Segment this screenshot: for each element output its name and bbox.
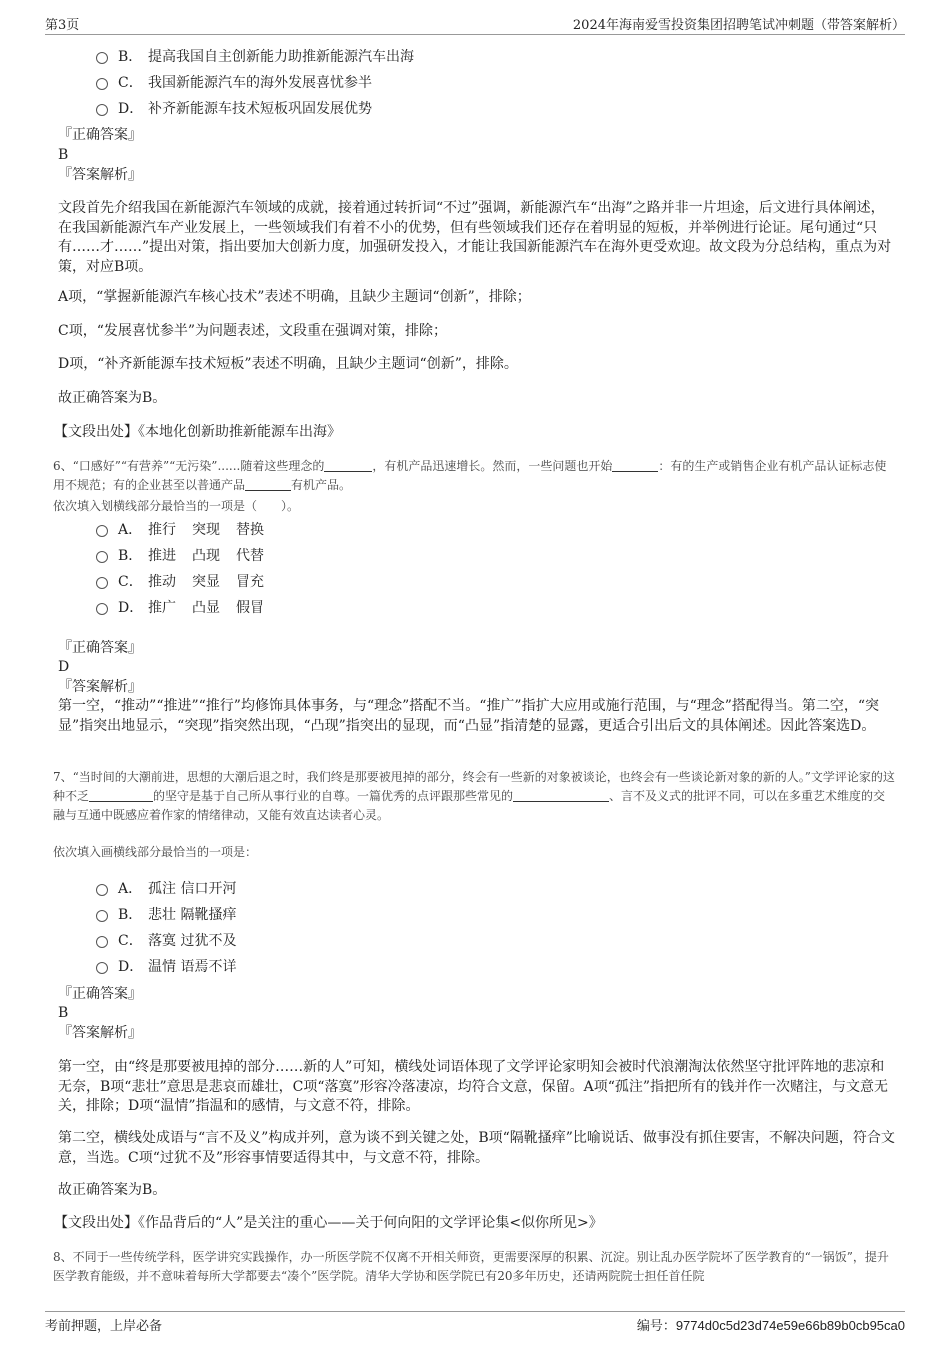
q7-stem: 7、“当时间的大潮前进，思想的大潮后退之时，我们终是那要被甩掉的部分，终会有一些新的对象被谈论，也终会有一些谈论新对象的新的人。”文学评论家的这种不乏 的坚守是基于自己所从事行业的自尊。一篇优秀的点评跟那些常见的 、言不及义式的批评不同，可以在多重艺术维度的交融与互通中既感应着作家的情绪律动，又能有效直达读者心灵。 [53, 770, 895, 822]
q6-stem: 6、“口感好”“有营养”“无污染”......随着这些理念的 ，有机产品迅速增长。然而，一些问题也开始 ：有的生产或销售企业有机产品认证标志使用不规范；有的企业甚至以普通产品 有机产品。 [53, 459, 887, 492]
radio-icon[interactable] [96, 78, 108, 90]
q5-source: 【文段出处】《本地化创新助推新能源车出海》 [54, 424, 341, 440]
q6-option-c[interactable]: C． 推动 突显 冒充 [96, 572, 280, 592]
q7-conclusion: 故正确答案为B。 [58, 1182, 167, 1198]
footer-slogan: 考前押题，上岸必备 [45, 1319, 163, 1334]
q6-option-b[interactable]: B． 推进 凸现 代替 [96, 546, 280, 566]
q7-answer-label: 『正确答案』 [58, 986, 142, 1002]
q5-option-b[interactable]: B． 提高我国自主创新能力助推新能源汽车出海 [96, 47, 414, 67]
q6-analysis-label: 『答案解析』 [58, 679, 142, 695]
radio-icon[interactable] [96, 551, 108, 563]
q5-analysis-option-d: D项，“补齐新能源车技术短板”表述不明确，且缺少主题词“创新”，排除。 [58, 356, 518, 372]
radio-icon[interactable] [96, 525, 108, 537]
q6-answer: D [58, 659, 70, 675]
radio-icon[interactable] [96, 603, 108, 615]
document-id: 编号：9774d0c5d23d74e59e66b89b0cb95ca0 [636, 1318, 905, 1334]
q7-option-d[interactable]: D． 温情 语焉不详 [96, 957, 236, 977]
radio-icon[interactable] [96, 884, 108, 896]
q7-option-c[interactable]: C． 落寞 过犹不及 [96, 931, 236, 951]
q5-answer-label: 『正确答案』 [58, 127, 142, 143]
q5-analysis-para: 文段首先介绍我国在新能源汽车领域的成就，接着通过转折词“不过”强调，新能源汽车“出海”之路并非一片坦途，后文进行具体阐述，在我国新能源汽车产业发展上，一些领域我们有着不小的优势，但有些领域我们还存在着明显的短板，并举例进行论证。尾句通过“只有……才……”提出对策，指出要加大创新力度，加强研发投入，才能让我国新能源汽车在海外更受欢迎。故文段为分总结构，重点为对策，对应B项。 [58, 200, 892, 275]
radio-icon[interactable] [96, 936, 108, 948]
document-title: 2024年海南爱雪投资集团招聘笔试冲刺题（带答案解析） [572, 18, 905, 33]
page-number: 第3页 [45, 18, 80, 33]
q7-analysis-blank-1: 第一空，由“终是那要被甩掉的部分……新的人”可知，横线处词语体现了文学评论家明知会被时代浪潮淘汰依然坚守批评阵地的悲凉和无奈，B项“悲壮”意思是悲哀而雄壮，C项“落寞”形容冷落凄凉，均符合文意，保留。A项“孤注”指把所有的钱并作一次赌注，与文意无关，排除；D项“温情”指温和的感情，与文意不符，排除。 [58, 1059, 889, 1114]
q6-option-a[interactable]: A． 推行 突现 替换 [96, 520, 280, 540]
q6-answer-label: 『正确答案』 [58, 640, 142, 656]
q7-answer: B [58, 1005, 69, 1021]
q6-analysis: 第一空，“推动”“推进”“推行”均修饰具体事务，与“理念”搭配不当。“推广”指扩大应用或施行范围，与“理念”搭配得当。第二空，“突显”指突出地显示，“突现”指突然出现，“凸现”指突出的显现，而“凸显”指清楚的显露，更适合引出后文的具体阐述。因此答案选D。 [58, 698, 880, 734]
q5-analysis-option-c: C项，“发展喜忧参半”为问题表述，文段重在强调对策，排除； [58, 323, 448, 339]
q7-source: 【文段出处】《作品背后的“人”是关注的重心——关于何向阳的文学评论集<似你所见>》 [54, 1215, 603, 1231]
q7-analysis-blank-2: 第二空，横线处成语与“言不及义”构成并列，意为谈不到关键之处，B项“隔靴搔痒”比喻说话、做事没有抓住要害，不解决问题，符合文意，当选。C项“过犹不及”形容事情要适得其中，与文意不符，排除。 [58, 1130, 895, 1166]
q8-stem: 8、不同于一些传统学科，医学讲究实践操作，办一所医学院不仅离不开相关师资，更需要深厚的积累、沉淀。别让乱办医学院坏了医学教育的“一锅饭”，提升医学教育能级，并不意味着每所大学都要去“凑个”医学院。清华大学协和医学院已有20多年历史，还请两院院士担任首任院 [53, 1250, 889, 1283]
q5-option-c[interactable]: C． 我国新能源汽车的海外发展喜忧参半 [96, 73, 372, 93]
radio-icon[interactable] [96, 104, 108, 116]
page-header [45, 14, 905, 35]
radio-icon[interactable] [96, 577, 108, 589]
q7-prompt: 依次填入画横线部分最恰当的一项是： [53, 845, 258, 859]
radio-icon[interactable] [96, 910, 108, 922]
q5-answer: B [58, 147, 69, 163]
page-footer [45, 1311, 905, 1332]
q6-option-d[interactable]: D． 推广 凸显 假冒 [96, 598, 280, 618]
q7-option-b[interactable]: B． 悲壮 隔靴搔痒 [96, 905, 236, 925]
q5-analysis-label: 『答案解析』 [58, 167, 142, 183]
q6-prompt: 依次填入划横线部分最恰当的一项是（ ）。 [53, 499, 300, 513]
q5-conclusion: 故正确答案为B。 [58, 390, 167, 406]
q7-analysis-label: 『答案解析』 [58, 1025, 142, 1041]
q7-option-a[interactable]: A． 孤注 信口开河 [96, 879, 236, 899]
radio-icon[interactable] [96, 52, 108, 64]
q5-option-d[interactable]: D． 补齐新能源车技术短板巩固发展优势 [96, 99, 372, 119]
q5-analysis-option-a: A项，“掌握新能源汽车核心技术”表述不明确，且缺少主题词“创新”，排除； [58, 289, 531, 305]
radio-icon[interactable] [96, 962, 108, 974]
